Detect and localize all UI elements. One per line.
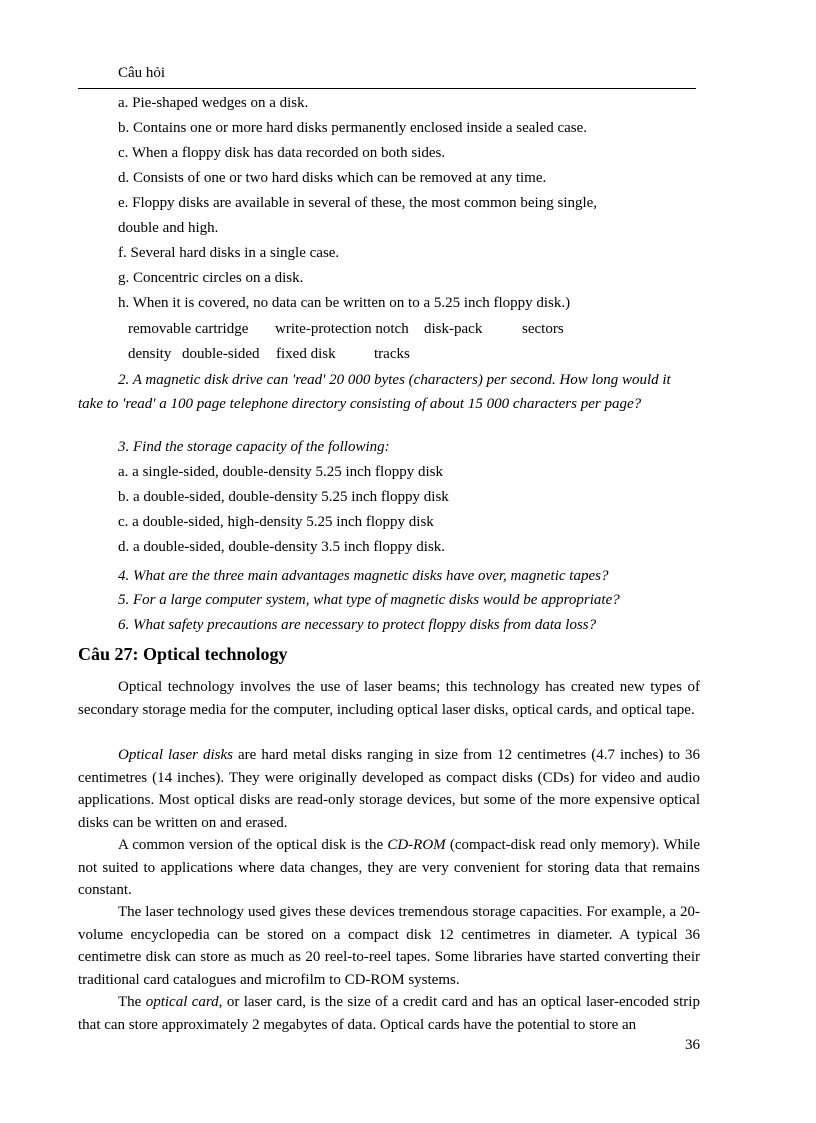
list-item: d. a double-sided, double-density 3.5 inch floppy disk. — [118, 539, 446, 555]
list-item: f. Several hard disks in a single case. — [118, 245, 340, 261]
word-bank-term: fixed disk — [276, 346, 336, 362]
word-bank-term: write-protection notch — [275, 321, 409, 337]
list-item: d. Consists of one or two hard disks which can be removed at any time. — [118, 170, 547, 186]
paragraph-cd-rom — [78, 834, 700, 902]
word-bank-term: double-sided — [182, 346, 260, 362]
list-item: a. Pie-shaped wedges on a disk. — [118, 95, 309, 111]
list-item: b. a double-sided, double-density 5.25 inch floppy disk — [118, 489, 449, 505]
paragraph-text: The — [118, 994, 146, 1010]
paragraph-optical-laser-disks — [78, 744, 700, 834]
paragraph-text: or laser card, is the size of a credit card and has an optical laser-encoded strip that can store approximately 2 megabytes of data. Optical cards have the potential to store an — [78, 994, 700, 1033]
word-bank-term: sectors — [522, 321, 564, 337]
question-3-prompt: 3. Find the storage capacity of the following: — [118, 439, 390, 455]
list-item: b. Contains one or more hard disks permanently enclosed inside a sealed case. — [118, 120, 588, 136]
page-number: 36 — [685, 1037, 700, 1053]
paragraph-optical-technology — [78, 676, 700, 721]
paragraph-text: The laser technology used gives these devices tremendous storage capacities. For example, a 20-volume encyclopedia can be stored on a compact disk 12 centimetres in diameter. A typical 36 centimetre disk can store as much as 20 reel-to-reel tapes. Some libraries have started converting their traditional card catalogues and microfilm to CD-ROM systems. — [78, 904, 700, 988]
word-bank-term: removable cartridge — [128, 321, 249, 337]
question-2-line-1: 2. A magnetic disk drive can 'read' 20 000 bytes (characters) per second. How long would it — [118, 372, 671, 388]
question-2-line-2: take to 'read' a 100 page telephone directory consisting of about 15 000 characters per page? — [78, 396, 642, 412]
header-title: Câu hỏi — [118, 65, 166, 81]
word-bank-term: density — [128, 346, 172, 362]
term-optical-card: optical card, — [145, 994, 223, 1010]
paragraph-optical-card — [78, 991, 700, 1036]
list-item: c. a double-sided, high-density 5.25 inch floppy disk — [118, 514, 434, 530]
term-optical-laser-disks: Optical laser disks — [118, 747, 233, 763]
list-item: a. a single-sided, double-density 5.25 inch floppy disk — [118, 464, 443, 480]
question-6: 6. What safety precautions are necessary to protect floppy disks from data loss? — [118, 617, 597, 633]
word-bank-term: disk-pack — [424, 321, 483, 337]
list-item: e. Floppy disks are available in several of these, the most common being single, — [118, 195, 598, 211]
word-bank-term: tracks — [374, 346, 410, 362]
header-divider — [78, 88, 696, 89]
paragraph-text: are hard metal disks ranging in size from 12 centimetres (4.7 inches) to 36 centimetres (14 inches). They were originally developed as compact disks (CDs) for video and audio applications. Most optical disks are read-only storage devices, but some of the more expensive optical disks can be written on and erased. — [78, 747, 700, 831]
paragraph-text: Optical technology involves the use of laser beams; this technology has created new types of secondary storage media for the computer, including optical laser disks, optical cards, and optical tape. — [78, 679, 700, 718]
section-heading: Câu 27: Optical technology — [78, 644, 288, 664]
question-4: 4. What are the three main advantages magnetic disks have over, magnetic tapes? — [118, 568, 609, 584]
paragraph-text: (compact-disk read only memory). While not suited to applications where data changes, they are very convenient for storing data that remains constant. — [78, 837, 700, 898]
list-item: c. When a floppy disk has data recorded on both sides. — [118, 145, 446, 161]
list-item: h. When it is covered, no data can be written on to a 5.25 inch floppy disk.) — [118, 295, 571, 311]
paragraph-text: A common version of the optical disk is the — [118, 837, 388, 853]
question-5: 5. For a large computer system, what type of magnetic disks would be appropriate? — [118, 592, 620, 608]
term-cd-rom: CD-ROM — [387, 837, 446, 853]
list-item: double and high. — [118, 220, 219, 236]
list-item: g. Concentric circles on a disk. — [118, 270, 304, 286]
paragraph-laser-technology — [78, 901, 700, 991]
